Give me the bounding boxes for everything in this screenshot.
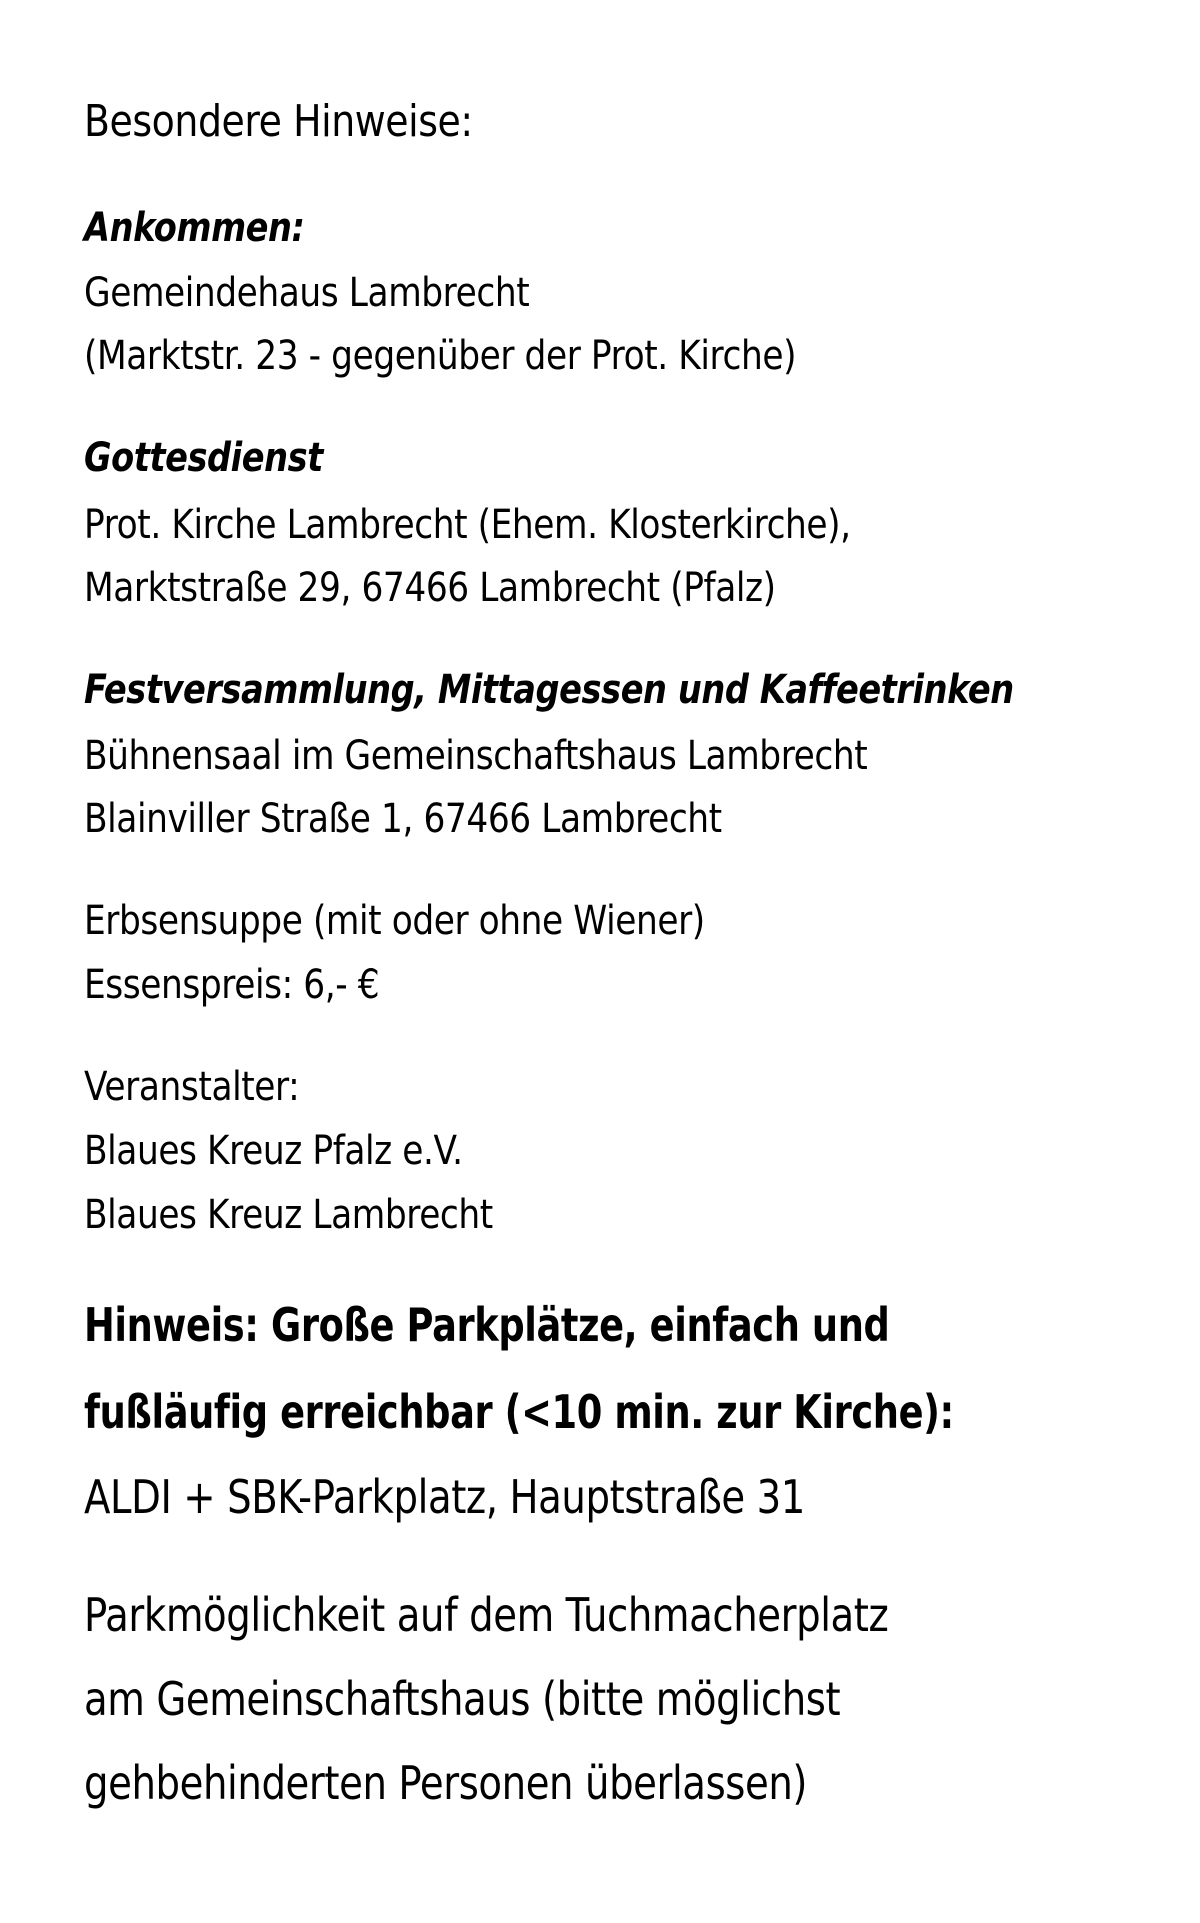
food-price: Essenspreis: 6,- € <box>84 962 380 1008</box>
assembly-line-1: Bühnensaal im Gemeinschaftshaus Lambrecht <box>84 733 868 779</box>
page-title: Besondere Hinweise: <box>84 96 473 147</box>
food-line-1: Erbsensuppe (mit oder ohne Wiener) <box>84 898 705 944</box>
arrival-line-2: (Marktstr. 23 - gegenüber der Prot. Kirche) <box>84 333 797 379</box>
service-heading: Gottesdienst <box>84 435 323 481</box>
parking-alt-line-3: gehbehinderten Personen überlassen) <box>84 1756 808 1810</box>
arrival-line-1: Gemeindehaus Lambrecht <box>84 270 530 316</box>
arrival-heading: Ankommen: <box>84 205 305 251</box>
parking-alt-line-1: Parkmöglichkeit auf dem Tuchmacherplatz <box>84 1588 889 1642</box>
parking-alt-line-2: am Gemeinschaftshaus (bitte möglichst <box>84 1672 841 1726</box>
parking-note-line-1: Hinweis: Große Parkplätze, einfach und <box>84 1298 890 1352</box>
organizer-label: Veranstalter: <box>84 1064 300 1110</box>
service-line-2: Marktstraße 29, 67466 Lambrecht (Pfalz) <box>84 565 776 611</box>
assembly-line-2: Blainviller Straße 1, 67466 Lambrecht <box>84 796 722 842</box>
organizer-line-1: Blaues Kreuz Pfalz e.V. <box>84 1128 463 1174</box>
assembly-heading: Festversammlung, Mittagessen und Kaffeetrinken <box>84 667 1014 713</box>
parking-location: ALDI + SBK-Parkplatz, Hauptstraße 31 <box>84 1470 805 1524</box>
service-line-1: Prot. Kirche Lambrecht (Ehem. Klosterkirche), <box>84 502 851 548</box>
parking-note-line-2: fußläufig erreichbar (<10 min. zur Kirche): <box>84 1385 954 1439</box>
organizer-line-2: Blaues Kreuz Lambrecht <box>84 1192 493 1238</box>
